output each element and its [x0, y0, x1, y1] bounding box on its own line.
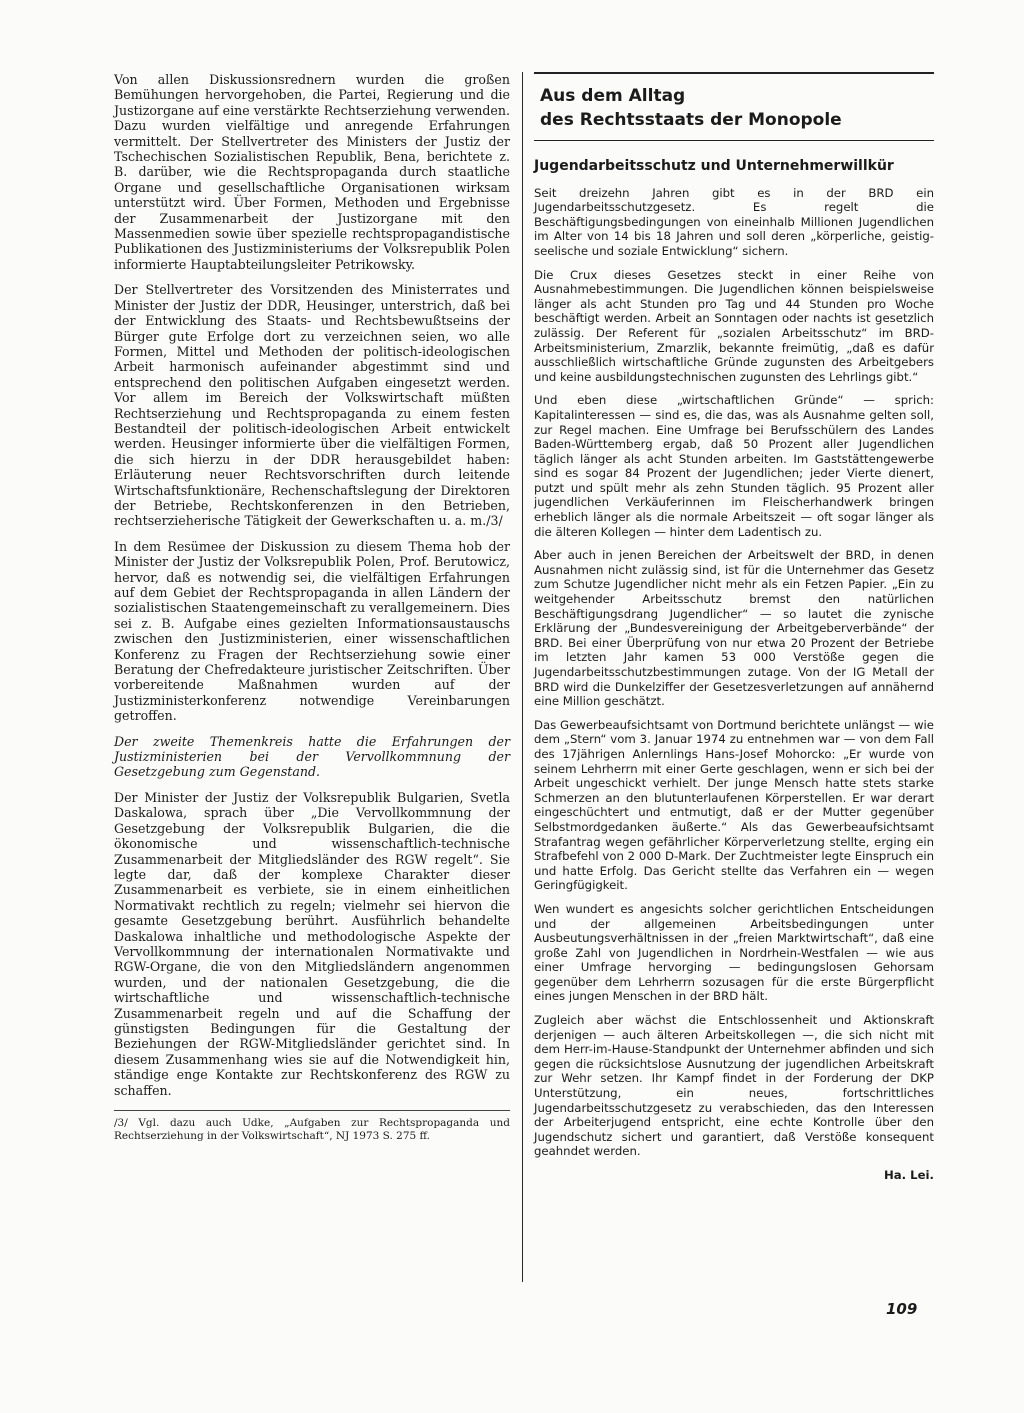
left-paragraph-2: Der Stellvertreter des Vorsitzenden des Ministerrates und Minister der Justiz der DDR, Heusinger, unterstrich, daß bei der Entwicklung des Staats- und Rechtsbewußtseins der Bürger gute Erfolge dort zu verzeichnen seien, wo alle Formen, Mittel und Methoden der politisch-ideologischen Arbeit harmonisch aufeinander abgestimmt sind und entsprechend den politischen Aufgaben eingesetzt werden. Vor allem im Bereich der Volkswirtschaft müßten Rechtserziehung und Rechtspropaganda zu einem festen Bestandteil der politisch-ideologischen Arbeit entwickelt werden. Heusinger informierte über die vielfältigen Formen, die sich hierzu in der DDR herausgebildet haben: Erläuterung neuer Rechtsvorschriften durch leitende Wirtschaftsfunktionäre, Rechenschaftslegung der Direktoren der Betriebe, Rechtskonferenzen in den Betrieben, rechtserzieherische Tätigkeit der Gewerkschaften u. a. m./3/	[114, 282, 510, 529]
right-paragraph-5: Das Gewerbeaufsichtsamt von Dortmund berichtete unlängst — wie dem „Stern“ vom 3. Januar 1974 zu entnehmen war — von dem Fall des 17jährigen Anlernlings Hans-Josef Mohorcko: „Er wurde von seinem Lehrherrn mit einer Gerte geschlagen, wenn er sich bei der Arbeit ungeschickt verhielt. Der junge Mensch hatte stets starke Schmerzen an den blutunterlaufenen Körperstellen. Er war derart eingeschüchtert und entmutigt, daß er der Mutter gegenüber Selbstmordgedanken äußerte.“ Als das Gewerbeaufsichtsamt Strafantrag wegen gefährlicher Körperverletzung stellte, erging ein Strafbefehl von 2 000 D-Mark. Der Zuchtmeister legte Einspruch ein und hatte Erfolg. Das Gericht stellte das Verfahren ein — wegen Geringfügigkeit.	[534, 717, 934, 893]
article-subtitle: Jugendarbeitsschutz und Unternehmerwillkür	[534, 158, 894, 174]
page-number: 109	[886, 1300, 918, 1318]
author-signature: Ha. Lei.	[884, 1168, 934, 1182]
footnote: /3/ Vgl. dazu auch Udke, „Aufgaben zur Rechtspropaganda und Rechtserziehung in der Volkswirtschaft“, NJ 1973 S. 275 ff.	[114, 1110, 510, 1143]
section-title-line-1: Aus dem Alltag	[540, 86, 686, 106]
left-paragraph-1: Von allen Diskussionsrednern wurden die großen Bemühungen hervorgehoben, die Partei, Regierung und die Justizorgane auf eine verstärkte Rechtserziehung verwenden. Dazu wurden vielfältige und anregende Erfahrungen vermittelt. Der Stellvertreter des Ministers der Justiz der Tschechischen Sozialistischen Republik, Bena, berichtete z. B. darüber, wie die Rechtspropaganda durch staatliche Organe und gesellschaftliche Organisationen wirksam unterstützt wird. Über Formen, Methoden und Ergebnisse der Zusammenarbeit der Justizorgane mit den Massenmedien sowie über spezielle rechtspropagandistische Publikationen des Justizministeriums der Volksrepublik Polen informierte Hauptabteilungsleiter Petrikowsky.	[114, 72, 510, 272]
section-header-box	[534, 72, 934, 141]
column-divider	[522, 72, 523, 1282]
right-paragraph-1: Seit dreizehn Jahren gibt es in der BRD ein Jugendarbeitsschutzgesetz. Es regelt die Beschäftigungsbedingungen von eineinhalb Millionen Jugendlichen im Alter von 14 bis 18 Jahren und soll deren „körperliche, geistig-seelische und soziale Entwicklung“ sichern.	[534, 185, 934, 258]
right-column	[534, 72, 934, 1183]
left-paragraph-4: Der zweite Themenkreis hatte die Erfahrungen der Justizministerien bei der Vervollkommnung der Gesetzgebung zum Gegenstand.	[114, 733, 510, 780]
section-title-line-2: des Rechtsstaats der Monopole	[540, 110, 842, 130]
left-paragraph-3: In dem Resümee der Diskussion zu diesem Thema hob der Minister der Justiz der Volksrepublik Polen, Prof. Berutowicz, hervor, daß es notwendig sei, die vielfältigen Erfahrungen auf dem Gebiet der Rechtspropaganda in allen Ländern der sozialistischen Staatengemeinschaft zu verallgemeinern. Dies sei z. B. Aufgabe eines gezielten Informationsaustauschs zwischen den Justizministerien, einer wissenschaftlichen Konferenz zu Fragen der Rechtserziehung sowie einer Beratung der Chefredakteure juristischer Zeitschriften. Über vorbereitende Maßnahmen wurden auf der Justizministerkonferenz notwendige Vereinbarungen getroffen.	[114, 538, 510, 724]
right-paragraph-7: Zugleich aber wächst die Entschlossenheit und Aktionskraft derjenigen — auch älteren Arbeitskollegen —, die sich nicht mit dem Herr-im-Hause-Standpunkt der Unternehmer abfinden und sich gegen die rücksichtslose Ausnutzung der jugendlichen Arbeitskraft zur Wehr setzen. Ihr Kampf findet in der Forderung der DKP Unterstützung, ein neues, fortschrittliches Jugendarbeitsschutzgesetz zu verabschieden, das den Interessen der Arbeiterjugend entspricht, eine echte Kontrolle über den Jugendschutz sichert und garantiert, daß Verstöße konsequent geahndet werden.	[534, 1013, 934, 1159]
left-paragraph-5: Der Minister der Justiz der Volksrepublik Bulgarien, Svetla Daskalowa, sprach über „Die Vervollkommnung der Gesetzgebung der Volksrepublik Bulgarien, die die ökonomische und wissenschaftlich-technische Zusammenarbeit der Mitgliedsländer des RGW regelt“. Sie legte dar, daß der komplexe Charakter dieser Zusammenarbeit es verbiete, sie in einem einheitlichen Normativakt rechtlich zu regeln; vielmehr sei hiervon die gesamte Gesetzgebung berührt. Ausführlich behandelte Daskalowa inhaltliche und methodologische Aspekte der Vervollkommnung der internationalen Normativakte und RGW-Organe, die von den Mitgliedsländern angenommen wurden, und der nationalen Gesetzgebung, die die wirtschaftliche und wissenschaftlich-technische Zusammenarbeit regeln und auf die Schaffung der günstigsten Bedingungen für die Gestaltung der Beziehungen der RGW-Mitgliedsländer gerichtet sind. In diesem Zusammenhang wies sie auf die Notwendigkeit hin, ständige enge Kontakte zur Rechtskonferenz des RGW zu schaffen.	[114, 789, 510, 1098]
right-paragraph-3: Und eben diese „wirtschaftlichen Gründe“ — sprich: Kapitalinteressen — sind es, die das, was als Ausnahme gelten soll, zur Regel machen. Eine Umfrage bei Berufsschülern des Landes Baden-Württemberg ergab, daß 50 Prozent aller Jugendlichen täglich länger als acht Stunden arbeiten. Im Gaststättengewerbe sind es sogar 84 Prozent der Jugendlichen; jeder Vierte dienert, putzt und spült mehr als zehn Stunden täglich. 95 Prozent aller jugendlichen Verkäuferinnen im Fleischerhandwerk bringen erheblich länger als die normale Arbeitszeit — oft sogar länger als die älteren Kollegen — hinter dem Ladentisch zu.	[534, 393, 934, 539]
right-paragraph-2: Die Crux dieses Gesetzes steckt in einer Reihe von Ausnahmebestimmungen. Die Jugendlichen können beispielsweise länger als acht Stunden pro Tag und 44 Stunden pro Woche beschäftigt werden. Arbeit an Sonntagen oder nachts ist gesetzlich zulässig. Der Referent für „sozialen Arbeitsschutz“ im BRD-Arbeitsministerium, Zmarzlik, bekannte freimütig, „daß es dafür ausschließlich wirtschaftliche Gründe zugunsten des Arbeitgebers und keine ausbildungstechnischen zugunsten des Lehrlings gibt.“	[534, 267, 934, 384]
right-paragraph-6: Wen wundert es angesichts solcher gerichtlichen Entscheidungen und der allgemeinen Arbeitsbedingungen unter Ausbeutungsverhältnissen in der „freien Marktwirtschaft“, daß eine große Zahl von Jugendlichen in Nordrhein-Westfalen — wie aus einer Umfrage hervorging — bedingungslosen Gehorsam gegenüber dem Lehrherrn sozusagen für die erste Bürgerpflicht eines jungen Menschen in der BRD hält.	[534, 901, 934, 1004]
right-paragraph-4: Aber auch in jenen Bereichen der Arbeitswelt der BRD, in denen Ausnahmen nicht zulässig sind, ist für die Unternehmer das Gesetz zum Schutze Jugendlicher nicht mehr als ein Fetzen Papier. „Ein zu weitgehender Arbeitsschutz bremst den natürlichen Beschäftigungsdrang Jugendlicher“ — so lautet die zynische Erklärung der „Bundesvereinigung der Arbeitgeberverbände“ der BRD. Bei einer Überprüfung von nur etwa 20 Prozent der Betriebe im letzten Jahr kamen 53 000 Verstöße gegen die Jugendarbeitsschutzbestimmungen zutage. Von der IG Metall der BRD wird die Dunkelziffer der Gesetzesverletzungen auf annähernd eine Million geschätzt.	[534, 548, 934, 709]
left-column	[114, 72, 510, 1143]
